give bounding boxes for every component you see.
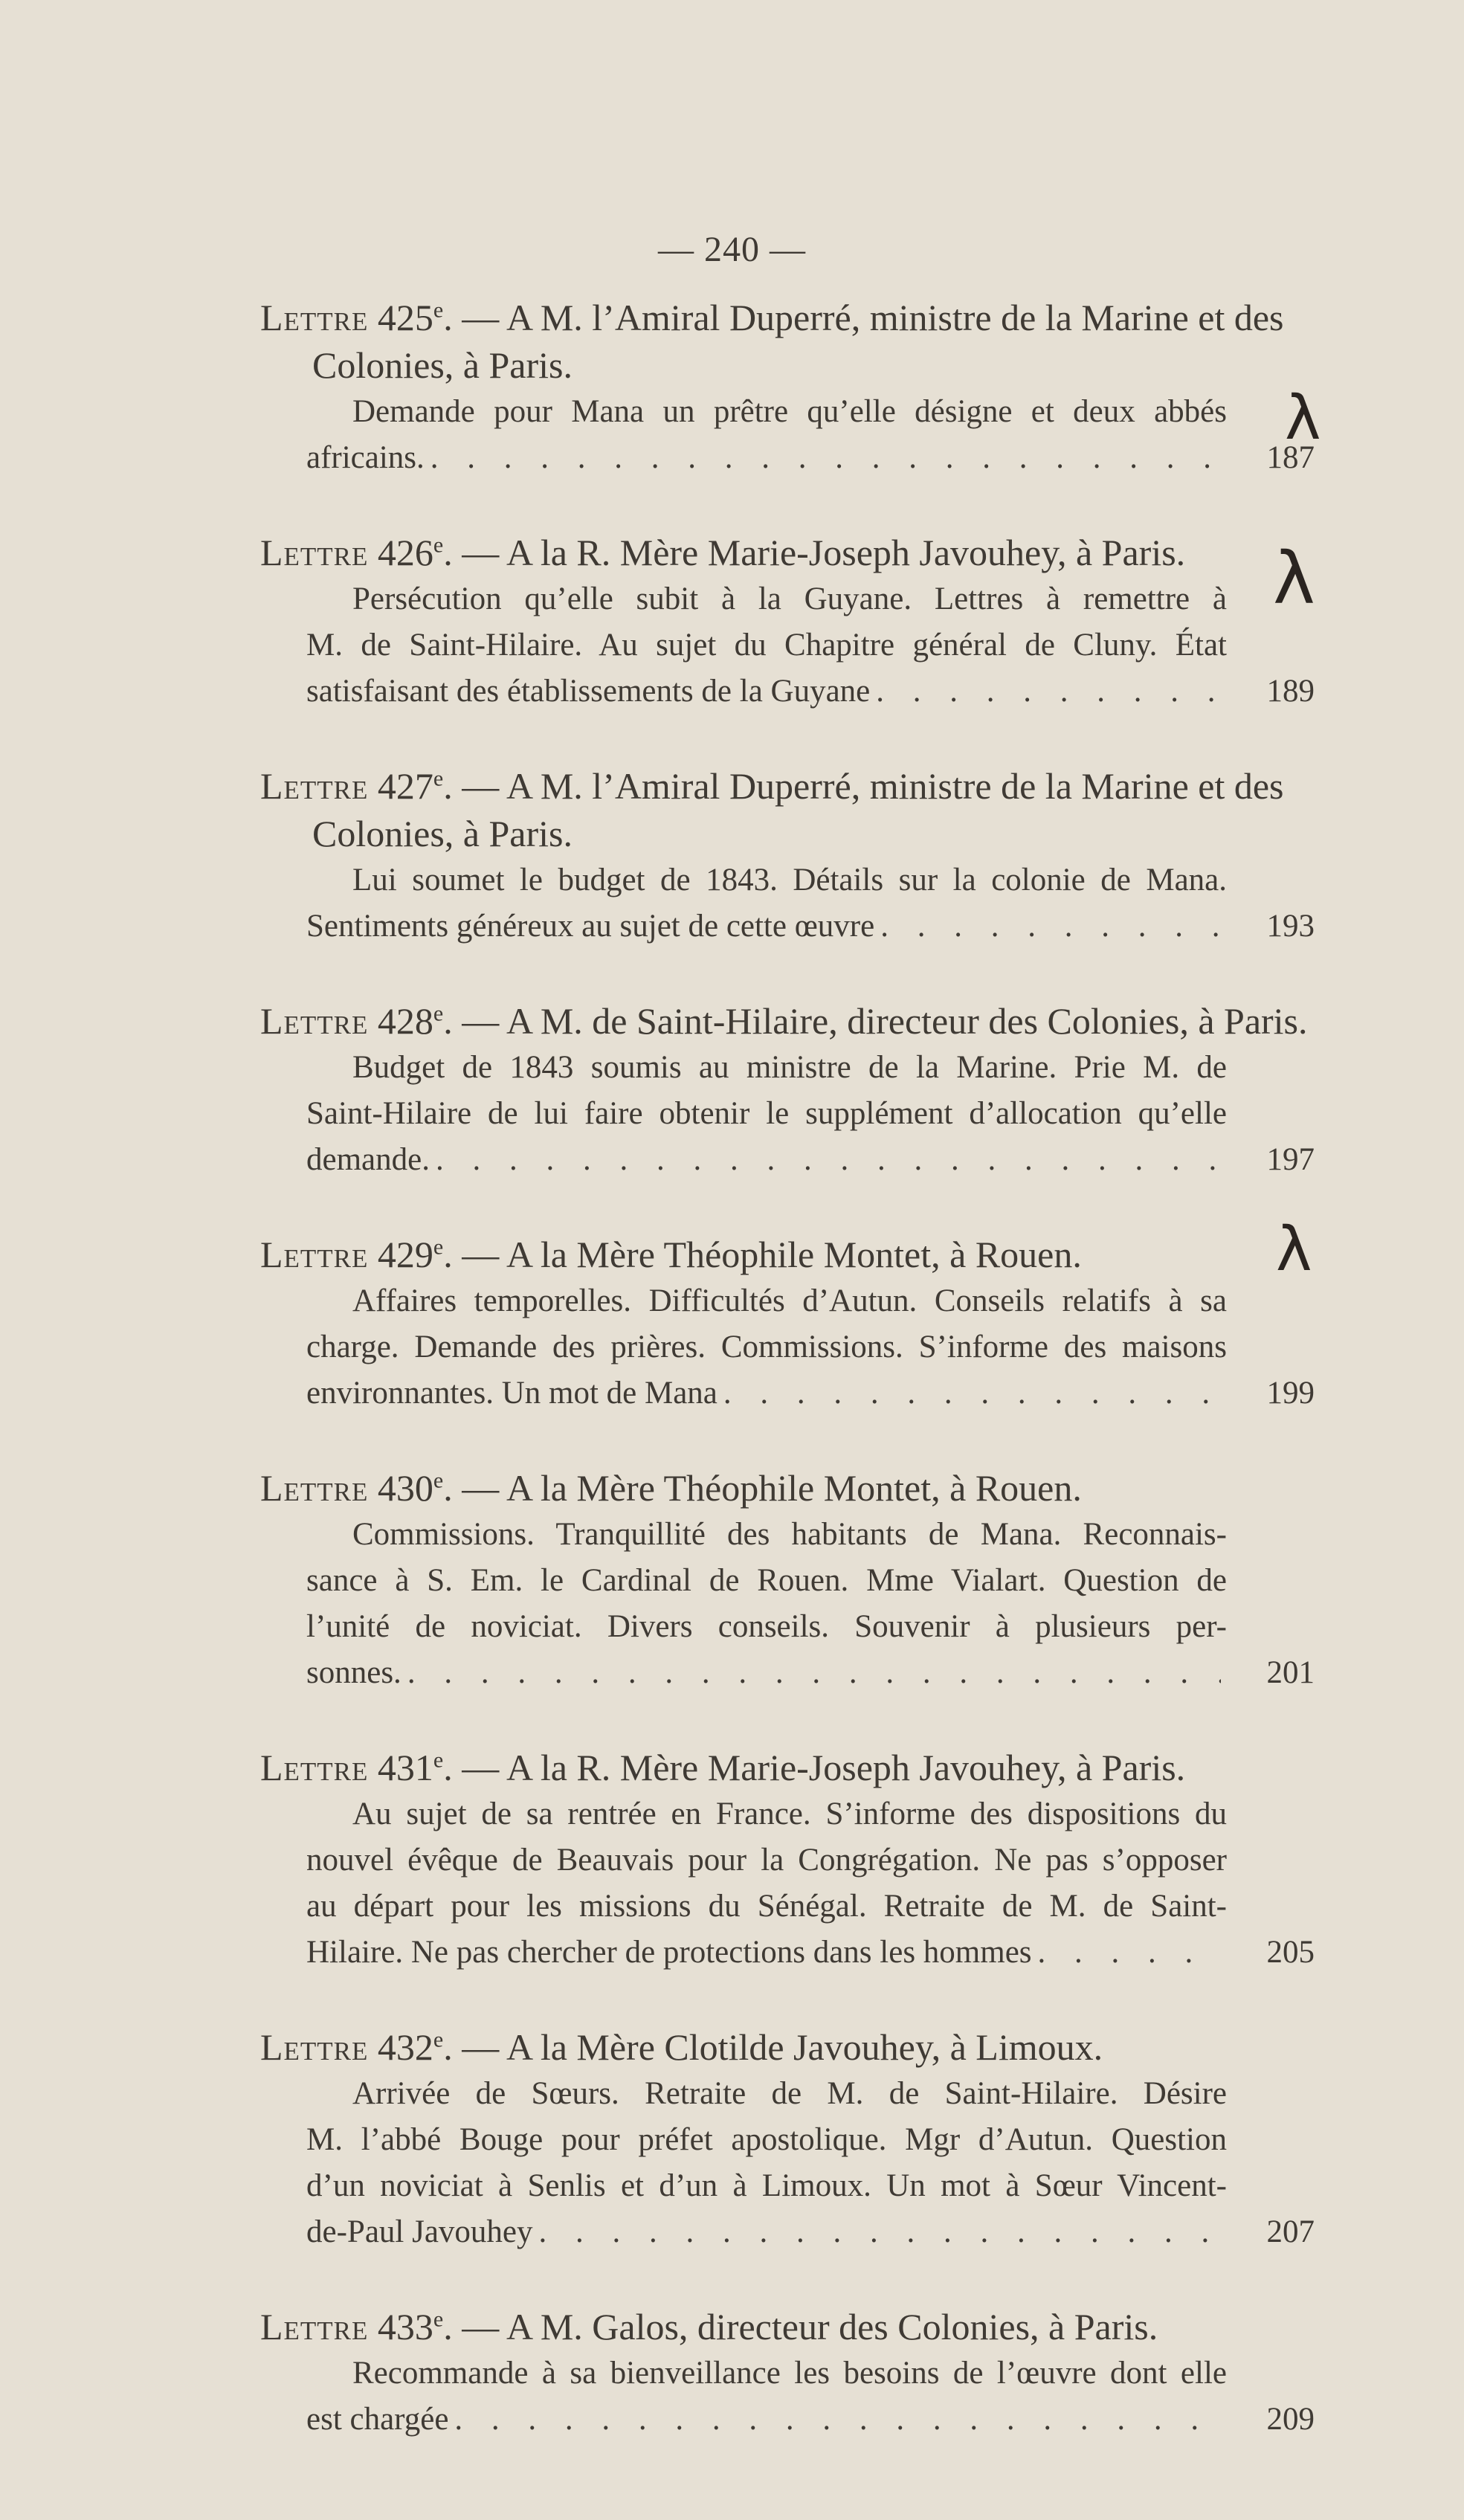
summary-line: d’un noviciat à Senlis et d’un à Limoux. Un mot à Sœur Vincent-	[306, 2168, 1227, 2203]
summary-last-line	[306, 1650, 1315, 1696]
entry-summary	[260, 2071, 1315, 2255]
summary-line: Commissions. Tranquillité des habitants de Mana. Reconnais-	[352, 1517, 1227, 1552]
dot-leader	[876, 668, 1221, 715]
summary-line: Persécution qu’elle subit à la Guyane. Lettres à remettre à	[352, 581, 1227, 616]
summary-last-line	[306, 668, 1315, 715]
summary-line: l’unité de noviciat. Divers conseils. Souvenir à plusieurs per-	[306, 1609, 1227, 1644]
toc-entry	[260, 2023, 1316, 2255]
toc-entry	[260, 529, 1316, 715]
entry-summary	[260, 389, 1315, 481]
toc-entry	[260, 997, 1316, 1183]
entry-summary	[260, 1278, 1315, 1417]
summary-line: sonnes.	[306, 1655, 402, 1690]
entry-heading	[260, 529, 1316, 576]
summary-line: Demande pour Mana un prêtre qu’elle désigne et deux abbés	[352, 394, 1227, 429]
summary-line: charge. Demande des prières. Commissions. S’informe des maisons	[306, 1330, 1227, 1364]
summary-line: satisfaisant des établissements de la Guyane	[306, 674, 871, 709]
letter-number-suffix: e	[433, 297, 444, 323]
letter-number-suffix: e	[433, 2307, 444, 2332]
summary-line: M. de Saint-Hilaire. Au sujet du Chapitre général de Cluny. État	[306, 628, 1227, 663]
summary-line: sance à S. Em. le Cardinal de Rouen. Mme Vialart. Question de	[306, 1563, 1227, 1598]
page-reference: 201	[1266, 1655, 1315, 1690]
summary-line: Sentiments généreux au sujet de cette œuvre	[306, 909, 875, 944]
dot-leader	[1038, 1930, 1221, 1976]
entry-summary	[260, 1045, 1315, 1183]
page-reference: 207	[1266, 2214, 1315, 2249]
dot-leader	[880, 903, 1221, 950]
letter-number: 425	[377, 297, 433, 338]
page-number: — 240 —	[658, 230, 806, 269]
entry-summary	[260, 857, 1315, 950]
toc-entry	[260, 294, 1316, 481]
heading-text: . — A la R. Mère Marie-Joseph Javouhey, à Paris.	[443, 1747, 1186, 1788]
lettre-label: Lettre	[260, 1234, 369, 1275]
summary-last-line	[306, 1137, 1315, 1183]
summary-line: de-Paul Javouhey	[306, 2214, 533, 2249]
toc-entry	[260, 2303, 1316, 2443]
summary-line: Affaires temporelles. Difficultés d’Autun. Conseils relatifs à sa	[352, 1283, 1227, 1318]
dot-leader	[723, 1370, 1221, 1417]
letter-number: 426	[377, 532, 433, 573]
page-reference: 189	[1266, 674, 1315, 709]
entry-summary	[260, 576, 1315, 715]
letter-number: 428	[377, 1000, 433, 1042]
summary-last-line	[306, 435, 1315, 481]
letter-number-suffix: e	[433, 1001, 444, 1026]
page-reference: 199	[1266, 1376, 1315, 1411]
lettre-label: Lettre	[260, 2026, 369, 2068]
toc-entry	[260, 1744, 1316, 1976]
letter-number: 429	[377, 1234, 433, 1275]
entry-heading	[260, 997, 1316, 1045]
summary-last-line	[306, 2209, 1315, 2255]
entry-heading	[260, 1744, 1316, 1791]
margin-mark-2: λ	[1273, 537, 1315, 620]
letter-number-suffix: e	[433, 532, 444, 558]
summary-line: M. l’abbé Bouge pour préfet apostolique. Mgr d’Autun. Question	[306, 2122, 1227, 2157]
margin-mark-1: λ	[1285, 383, 1321, 454]
summary-line: Saint-Hilaire de lui faire obtenir le supplément d’allocation qu’elle	[306, 1096, 1227, 1131]
page-reference: 197	[1266, 1142, 1315, 1177]
summary-line: africains.	[306, 440, 425, 475]
dot-leader	[454, 2397, 1221, 2443]
entry-summary	[260, 2350, 1315, 2443]
toc-entry	[260, 1231, 1316, 1417]
summary-line: Au sujet de sa rentrée en France. S’informe des dispositions du	[352, 1796, 1227, 1831]
lettre-label: Lettre	[260, 1467, 369, 1509]
summary-line: Lui soumet le budget de 1843. Détails sur la colonie de Mana.	[352, 863, 1227, 898]
page-reference: 193	[1266, 909, 1315, 944]
lettre-label: Lettre	[260, 1747, 369, 1788]
letter-number: 431	[377, 1747, 433, 1788]
summary-line: Recommande à sa bienveillance les besoins de l’œuvre dont elle	[352, 2356, 1227, 2391]
letter-number-suffix: e	[433, 1468, 444, 1493]
summary-line: demande.	[306, 1142, 430, 1177]
lettre-label: Lettre	[260, 1000, 369, 1042]
lettre-label: Lettre	[260, 297, 369, 338]
toc-entry	[260, 1464, 1316, 1696]
entry-heading	[260, 762, 1316, 857]
letter-number-suffix: e	[433, 2027, 444, 2052]
lettre-label: Lettre	[260, 2306, 369, 2347]
letter-number-suffix: e	[433, 1747, 444, 1773]
lettre-label: Lettre	[260, 765, 369, 807]
entry-heading	[260, 1464, 1316, 1512]
letter-number: 427	[377, 765, 433, 807]
heading-text: . — A la R. Mère Marie-Joseph Javouhey, à Paris.	[443, 532, 1186, 573]
summary-line: Arrivée de Sœurs. Retraite de M. de Saint-Hilaire. Désire	[352, 2076, 1227, 2111]
summary-line: Budget de 1843 soumis au ministre de la Marine. Prie M. de	[352, 1050, 1227, 1085]
toc-entry	[260, 762, 1316, 950]
page-reference: 187	[1266, 440, 1315, 475]
summary-last-line	[306, 903, 1315, 950]
entry-heading	[260, 2023, 1316, 2071]
summary-line: est chargée	[306, 2402, 449, 2437]
heading-text: . — A M. Galos, directeur des Colonies, à Paris.	[443, 2306, 1158, 2347]
page-reference: 205	[1266, 1935, 1315, 1970]
dot-leader	[431, 435, 1221, 481]
entry-summary	[260, 1512, 1315, 1696]
heading-text: . — A M. l’Amiral Duperré, ministre de la Marine et des Colonies, à Paris.	[312, 297, 1284, 386]
letter-number: 433	[377, 2306, 433, 2347]
summary-line: au départ pour les missions du Sénégal. Retraite de M. de Saint-	[306, 1889, 1227, 1924]
margin-mark-3: λ	[1276, 1214, 1312, 1285]
lettre-label: Lettre	[260, 532, 369, 573]
dot-leader	[407, 1650, 1221, 1696]
letter-number: 432	[377, 2026, 433, 2068]
heading-text: . — A la Mère Théophile Montet, à Rouen.	[443, 1234, 1082, 1275]
dot-leader	[539, 2209, 1221, 2255]
heading-text: . — A la Mère Clotilde Javouhey, à Limoux.	[443, 2026, 1103, 2068]
table-of-contents	[260, 294, 1316, 2490]
summary-last-line	[306, 1930, 1315, 1976]
entry-heading	[260, 1231, 1316, 1278]
heading-text: . — A M. de Saint-Hilaire, directeur des Colonies, à Paris.	[443, 1000, 1308, 1042]
summary-line: nouvel évêque de Beauvais pour la Congrégation. Ne pas s’opposer	[306, 1843, 1227, 1878]
summary-last-line	[306, 2397, 1315, 2443]
entry-summary	[260, 1791, 1315, 1976]
letter-number: 430	[377, 1467, 433, 1509]
entry-heading	[260, 294, 1316, 389]
dot-leader	[436, 1137, 1221, 1183]
heading-text: . — A M. l’Amiral Duperré, ministre de la Marine et des Colonies, à Paris.	[312, 765, 1284, 854]
page-reference: 209	[1266, 2402, 1315, 2437]
summary-line: Hilaire. Ne pas chercher de protections dans les hommes	[306, 1935, 1032, 1970]
letter-number-suffix: e	[433, 1234, 444, 1260]
heading-text: . — A la Mère Théophile Montet, à Rouen.	[443, 1467, 1082, 1509]
entry-heading	[260, 2303, 1316, 2350]
summary-line: environnantes. Un mot de Mana	[306, 1376, 718, 1411]
summary-last-line	[306, 1370, 1315, 1417]
letter-number-suffix: e	[433, 766, 444, 791]
